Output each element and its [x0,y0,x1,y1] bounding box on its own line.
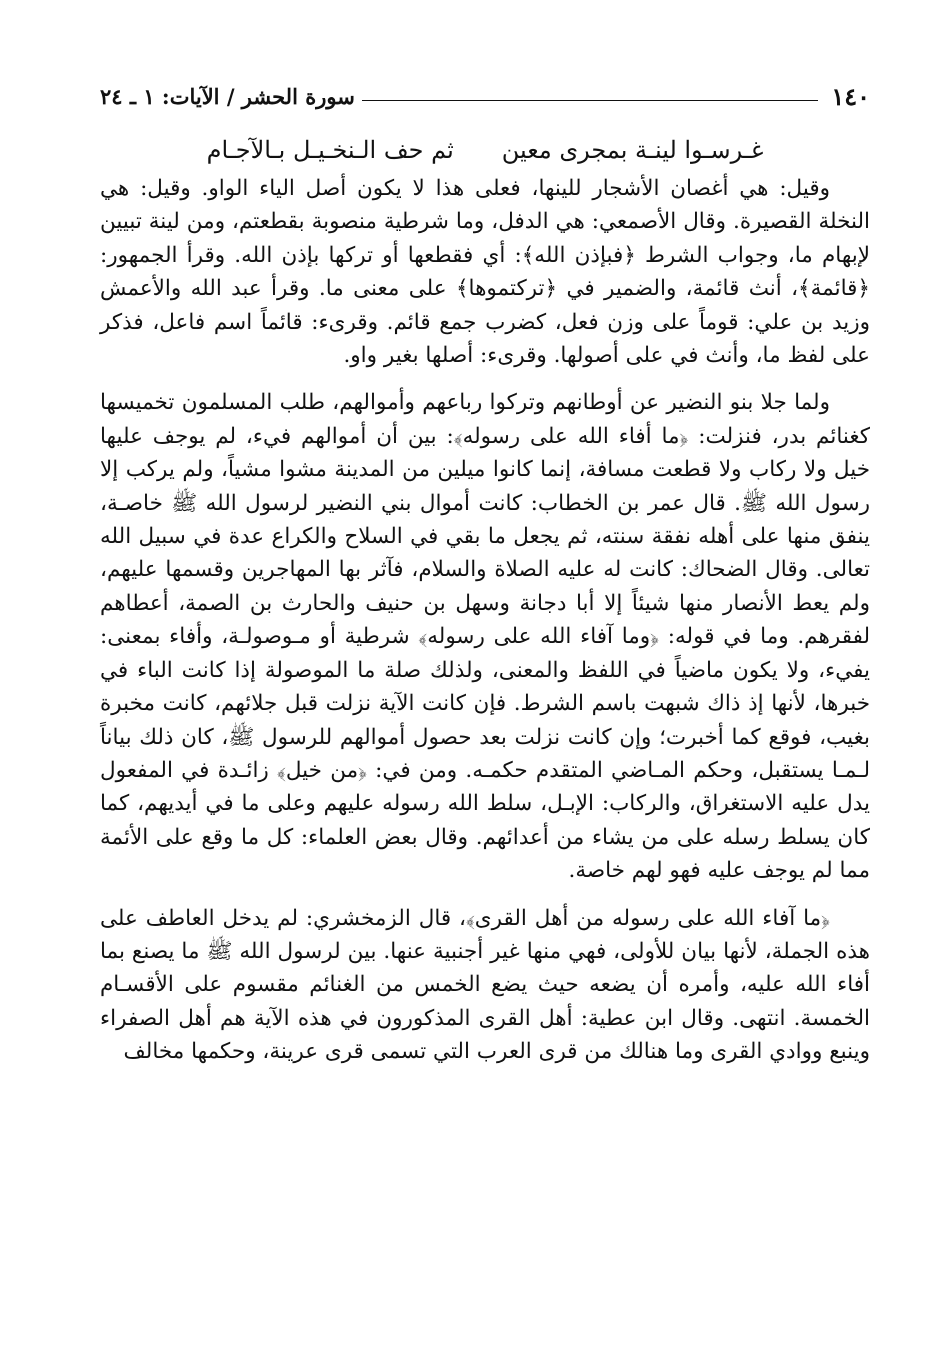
running-header [100,82,870,116]
paragraph-2: ولما جلا بنو النضير عن أوطانهم وتركوا رباعهم وأموالهم، طلب المسلمون تخميسها كغنائم بدر، فنزلت: ﴿ما أفاء الله على رسوله﴾: بين أن أموالهم فيء، لم يوجف عليها خيل ولا ركاب ولا قطعت مسافة، إنما كانوا ميلين من المدينة مشوا مشياً، ولم يركب إلا رسول الله ﷺ. قال عمر بن الخطاب: كانت أموال بني النضير لرسول الله ﷺ خاصـة، ينفق منها على أهله نفقة سنته، ثم يجعل ما بقي في السلاح والكراع عدة في سبيل الله تعالى. وقال الضحاك: كانت له عليه الصلاة والسلام، فآثر بها المهاجرين وقسمها عليهم، ولم يعط الأنصار منها شيئاً إلا أبا دجانة وسهل بن حنيف والحارث بن الصمة، أعطاهم لفقرهم. وما في قوله: ﴿وما آفاء الله على رسوله﴾ شرطية أو مـوصولـة، وأفاء بمعنى: يفيء، ولا يكون ماضياً في اللفظ والمعنى، ولذلك صلة ما الموصولة إذا كانت الباء في خبرها، لأنها إذ ذاك شبهت باسم الشرط. فإن كانت الآية نزلت قبل جلائهم، كانت مخبرة بغيب، فوقع كما أخبرت؛ وإن كانت نزلت بعد حصول أموالهم للرسول ﷺ، كان ذلك بياناً لـمـا يستقبل، وحكم المـاضي المتقدم حكمـه. ومن في: ﴿من خيل﴾ زائـدة في المفعول يدل عليه الاستغراق، والركاب: الإبـل، سلط الله رسوله عليهم وعلى ما في أيديهم، كما كان يسلط رسله على من يشاء من أعدائهم. وقال بعض العلماء: كل ما وقع على الأئمة مما لم يوجف عليه فهو لهم خاصة. [100,390,871,884]
page-body [100,82,870,1069]
paragraph-1: وقيل: هي أغصان الأشجار للينها، فعلى هذا لا يكون أصل الياء الواو. وقيل: هي النخلة القصيرة. وقال الأصمعي: هي الدفل، وما شرطية منصوبة بقطعتم، ومن لينة تبيين لإبهام ما، وجواب الشرط ﴿فبإذن الله﴾: أي فقطعها أو تركها بإذن الله. وقرأ الجمهور: ﴿قائمة﴾، أنث قائمة، والضمير في ﴿تركتموها﴾ على معنى ما. وقرأ عبد الله والأعمش وزيد بن علي: قوماً على وزن فعل، كضرب جمع قائم. وقرىء: قائماً اسم فاعل، فذكر على لفظ ما، وأنث في على أصولها. وقرىء: أصلها بغير واو. [100,176,870,369]
poetry-verse [100,130,870,170]
page-number: ١٤٠ [831,82,870,111]
verse-first-hemistich: غـرسـوا لينـة بمجرى معين [501,136,764,164]
verse-second-hemistich: ثم حف الـنخـيـل بـالآجـام [206,136,454,164]
paragraph-3: ﴿ما آفاء الله على رسوله من أهل القرى﴾، قال الزمخشري: لم يدخل العاطف على هذه الجملة، لأنها بيان للأولى، فهي منها غير أجنبية عنها. بين لرسول الله ﷺ ما يصنع بما أفاء الله عليه، وأمره أن يضعه حيث يضع الخمس من الغنائم مقسوم على الأقسـام الخمسة. انتهى. وقال ابن عطية: أهل القرى المذكورون في هذه الآية هم أهل الصفراء وينبع ووادي القرى وما هنالك من قرى العرب التي تسمى قرى عرينة، وحكمها مخالف [100,905,870,1065]
header-rule [362,100,818,101]
header-title: سورة الحشر / الآيات: ١ ـ ٢٤ [100,84,355,109]
